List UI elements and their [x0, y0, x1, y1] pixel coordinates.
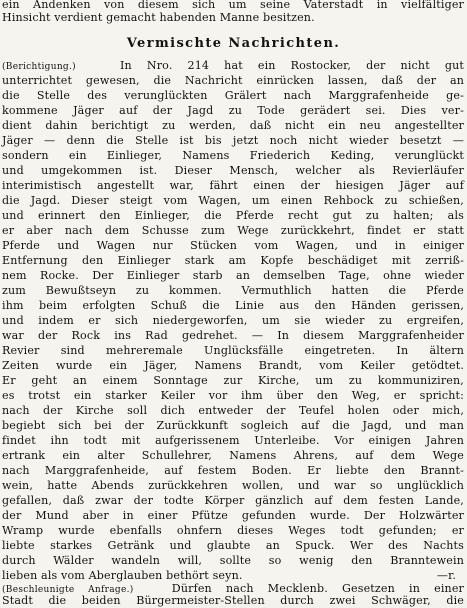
article1-line: findet ihn todt mit aufgerissenem Unterleibe. Vor einigen Jahren [2, 434, 464, 447]
article1-line: Er geht an einem Sonntage zur Kirche, um zu kommuniziren, [2, 374, 464, 387]
article1-line: der Mund aber in einer Pfütze gefunden wurde. Der Holzwärter [2, 509, 464, 522]
article1-line: Zeiten wurde ein Jäger, Namens Brandt, vom Keiler getödtet. [2, 359, 464, 372]
article1-line: war der Rock ins Rad gedrehet. — In diesem Marggrafenheider [2, 329, 464, 342]
article1-line: Entfernung den Einlieger stark am Kopfe beschädiget mit zerriß- [2, 254, 464, 267]
section-heading: Vermischte Nachrichten. [126, 36, 341, 51]
article1-line: durch Wälder wandeln will, sollte so wenig den Branntewein [2, 554, 464, 567]
article1-line: begiebt sich bei der Zurückkunft sogleich auf die Jagd, und man [2, 419, 464, 432]
article1-label: (Berichtigung.) [2, 62, 76, 72]
article1-line: gefallen, daß zwar der todte Körper gänzlich auf dem festen Lande, [2, 494, 464, 507]
article1-line: Wramp wurde ebenfalls ohnfern dieses Weges todt gefunden; er [2, 524, 464, 537]
article1-first-line [2, 58, 464, 73]
article1-line: ihm beim erfolgten Schuß die Linie aus den Händen gerissen, [2, 299, 464, 312]
article1-line: In Nro. 214 hat ein Rostocker, der nicht gut [120, 59, 464, 72]
article1-line: nem Rocke. Der Einlieger starb an demselben Tage, ohne wieder [2, 269, 464, 282]
article1-line: es trotst ein starker Keiler vor ihm über den Weg, er spricht: [2, 389, 464, 402]
text-line-top: ein Andenken von diesem sich um seine Vaterstadt in vielfältiger [2, 0, 464, 11]
text-line-top-2: Hinsicht verdient gemacht habenden Manne besitzen. [2, 11, 315, 24]
article1-line: nach der Kirche soll dich entweder der Teufel holen oder mich, [2, 404, 464, 417]
article1-signature: —r. [436, 569, 456, 582]
article1-line: liebte starkes Getränk und glaubte an Spuck. Wer des Nachts [2, 539, 464, 552]
article1-line: sondern ein Einlieger, Namens Friederich Keding, verunglückt [2, 149, 464, 162]
article1-line: und erinnert den Einlieger, die Pferde recht gut zu halten; als [2, 209, 464, 222]
article1-line: interimistisch angestellt war, fährt einen der hiesigen Jäger auf [2, 179, 464, 192]
article1-line: ertrank ein alter Schullehrer, Namens Ahrens, auf dem Wege [2, 449, 464, 462]
article1-line: lieben als vom Aberglauben bethört seyn. [2, 569, 243, 582]
article1-line: und indem er sich niedergeworfen, um sie wieder zu ergreifen, [2, 314, 464, 327]
article1-line: zum Bewußtseyn zu kommen. Vermuthlich hatten die Pferde [2, 284, 464, 297]
article2-label: (Beschleunigte Anfrage.) [2, 585, 134, 595]
article1-line: und umgekommen ist. Dieser Mensch, welcher als Revierläufer [2, 164, 464, 177]
article1-line: Pferde und Wagen nur Stücken vom Wagen, und in einiger [2, 239, 464, 252]
article1-line: dient dahin berichtigt zu werden, daß nicht ein neu angestellter [2, 119, 464, 132]
article1-line: wein, hatte Abends zurückkehren wollen, und war so unglücklich [2, 479, 464, 492]
article1-line: Jäger — denn die Stelle ist bis jetzt noch nicht wieder besetzt — [2, 134, 464, 147]
article1-line: nach Marggrafenheide, auf festem Boden. Er liebte den Brannt- [2, 464, 464, 477]
article1-line: unterrichtet gewesen, die Nachricht einrücken lassen, daß der an [2, 74, 464, 87]
article1-line: die Stelle des verunglückten Grälert nach Marggrafenheide ge- [2, 89, 464, 102]
article1-line: kommene Jäger auf der Jagd zu Tode gerädert sei. Dies ver- [2, 104, 464, 117]
article1-line: er aber nach dem Schusse zum Wege zurückkehrt, findet er statt [2, 224, 464, 237]
article1-line: Revier sind mehreremale Unglücksfälle eingetreten. In ältern [2, 344, 464, 357]
article1-line: die Jagd. Dieser steigt vom Wagen, um einen Rehbock zu schießen, [2, 194, 464, 207]
article2-line: Stadt die beiden Bürgermeister-Stellen durch zwei Schwäger, die [2, 594, 464, 607]
article2-line: Dürfen nach Mecklenb. Gesetzen in einer [171, 582, 464, 595]
